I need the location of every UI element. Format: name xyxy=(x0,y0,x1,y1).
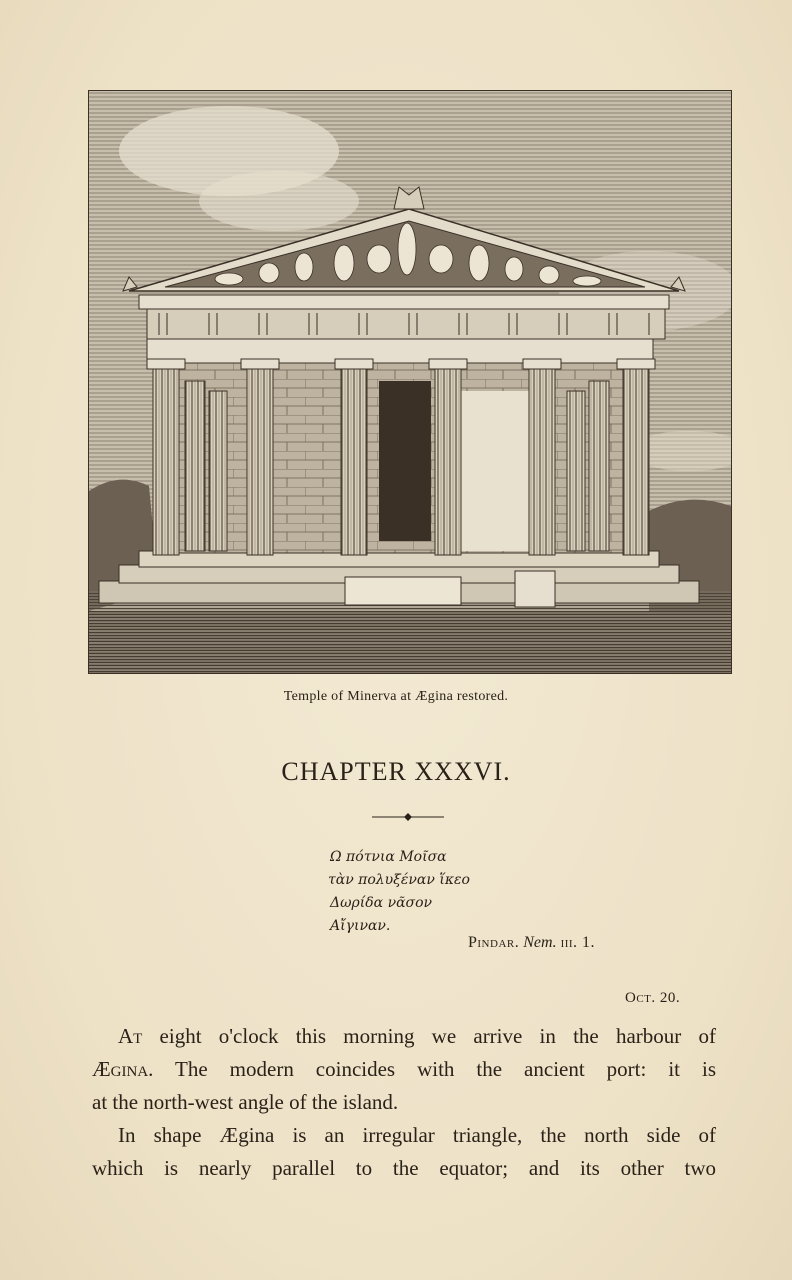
text-line xyxy=(92,1020,716,1053)
entry-date: Oct. 20. xyxy=(625,990,681,1006)
text-line: which is nearly parallel to the equator; and its other two xyxy=(92,1156,716,1180)
chapter-heading: CHAPTER XXXVI. xyxy=(281,757,511,786)
paragraph xyxy=(92,1119,716,1185)
epigraph-line: Αἴγιναν. xyxy=(330,918,391,934)
epigraph xyxy=(330,846,470,938)
text-line xyxy=(66,1053,716,1086)
plate-caption: Temple of Minerva at Ægina restored. xyxy=(283,689,509,704)
attribution-work: Nem. xyxy=(523,934,557,951)
small-caps-lead: Ægina. xyxy=(92,1057,154,1081)
line-text: at the north-west angle of the island. xyxy=(92,1090,399,1114)
text-line: In shape Ægina is an irregular triangle, the north side of xyxy=(118,1123,716,1147)
epigraph-line: τὰν πολυξέναν ἵκεο xyxy=(328,872,470,888)
attribution-author: Pindar. xyxy=(468,934,520,951)
temple-engraving xyxy=(88,90,732,674)
attribution-reference: iii. 1. xyxy=(560,934,596,951)
line-text: eight o'clock this morning we arrive in the harbour of xyxy=(142,1024,716,1048)
body-text xyxy=(92,1020,716,1185)
small-caps-lead: At xyxy=(118,1024,143,1048)
paragraph xyxy=(92,1020,716,1119)
text-line xyxy=(66,1086,716,1119)
epigraph-attribution xyxy=(468,934,595,952)
ornament-divider-icon xyxy=(372,812,444,822)
epigraph-line: Ω πότνια Μοῖσα xyxy=(330,849,447,865)
temple-illustration xyxy=(89,91,731,673)
line-text: The modern coincides with the ancient port: it is xyxy=(153,1057,716,1081)
epigraph-line: Δωρίδα νᾶσον xyxy=(330,895,433,911)
